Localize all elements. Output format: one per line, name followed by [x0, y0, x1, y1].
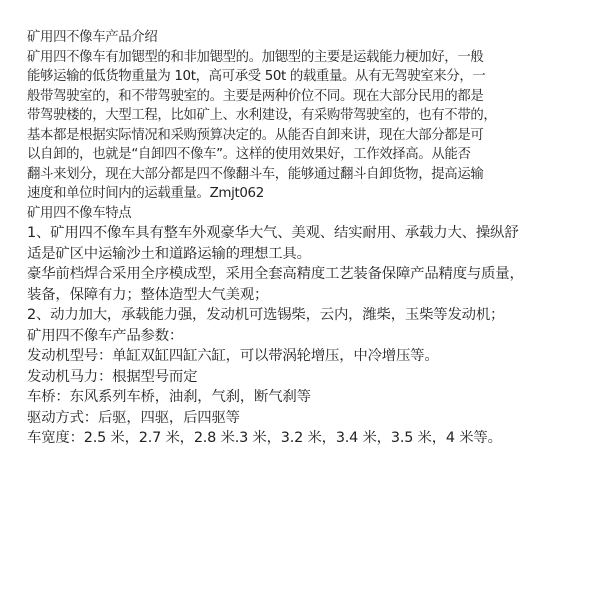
- intro-line: 矿用四不像车有加锶型的和非加锶型的。加锶型的主要是运载能力梗加好，一般: [27, 49, 484, 65]
- article-body: [27, 28, 583, 449]
- param-line: 发动机马力：根据型号而定: [27, 368, 198, 385]
- intro-line: 以自卸的，也就是“自卸四不像车”。这样的使用效果好，工作效择高。从能否: [27, 147, 471, 162]
- intro-line: 带驾驶楼的，大型工程，比如矿上、水利建设，有采购带驾驶室的，也有不带的，: [27, 108, 497, 123]
- feature-line: 1、矿用四不像车具有整车外观豪华大气、美观、结实耐用、承载力大、操纵舒: [27, 225, 519, 241]
- feature-line: 装备，保障有力；整体造型大气美观；: [27, 286, 269, 303]
- intro-paragraph: [27, 48, 583, 204]
- intro-line: 翻斗来划分，现在大部分都是四不像翻斗车，能够通过翻斗自卸货物，提高运输: [27, 166, 484, 182]
- param-line: 发动机型号：单缸双缸四缸六缸，可以带涡轮增压，中冷增压等。: [27, 348, 439, 364]
- param-line: 驱动方式：后驱，四驱，后四驱等: [27, 409, 240, 426]
- features-heading: 矿用四不像车特点: [27, 205, 132, 221]
- intro-line: 能够运输的低货物重量为 10t，高可承受 50t 的载重量。从有无驾驶室来分，一: [27, 69, 486, 84]
- article-title: 矿用四不像车产品介绍: [27, 30, 158, 45]
- intro-line: 般带驾驶室的，和不带驾驶室的。主要是两种价位不同。现在大部分民用的都是: [27, 88, 484, 104]
- features-section: [27, 223, 583, 326]
- params-section: [27, 346, 583, 449]
- param-line: 车宽度：2.5 米，2.7 米，2.8 米.3 米，3.2 米，3.4 米，3.5 米，4 米等。: [27, 430, 502, 446]
- feature-line: 2、动力加大，承载能力强，发动机可选锡柴，云内，潍柴，玉柴等发动机；: [27, 307, 505, 323]
- feature-line: 豪华前档焊合采用全序模成型，采用全套高精度工艺装备保障产品精度与质量，: [27, 266, 524, 282]
- intro-line: 基本都是根据实际情况和采购预算决定的。从能否自卸来讲，现在大部分都是可: [27, 127, 484, 143]
- feature-line: 适是矿区中运输沙土和道路运输的理想工具。: [27, 245, 311, 262]
- params-heading: 矿用四不像车产品参数：: [27, 327, 184, 344]
- param-line: 车桥：东风系列车桥，油刹，气刹，断气刹等: [27, 389, 311, 405]
- intro-line: 速度和单位时间内的运载重量。Zmjt062: [27, 186, 264, 201]
